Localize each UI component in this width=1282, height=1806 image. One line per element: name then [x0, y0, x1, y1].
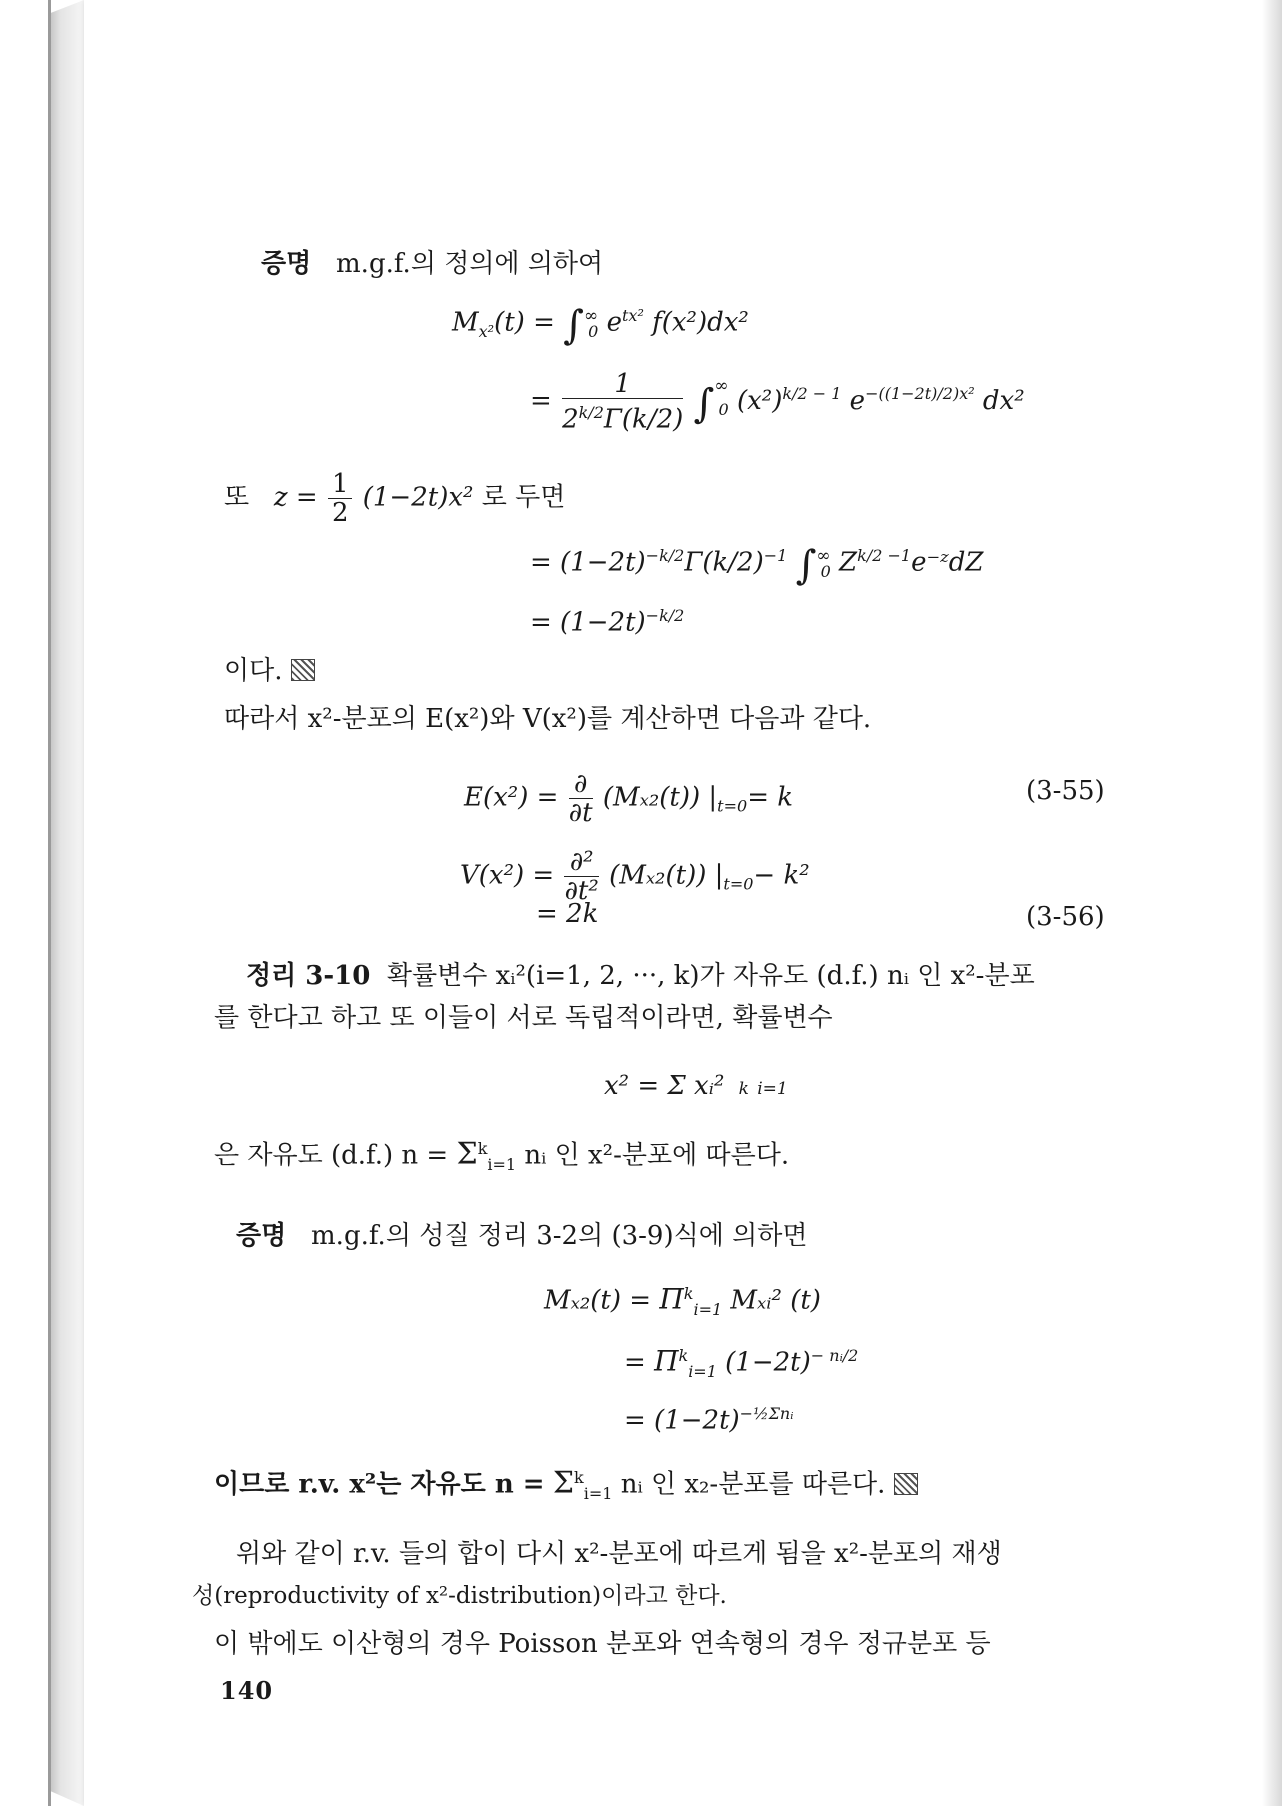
book-page — [84, 0, 1262, 1806]
variance-result: = 2k — [536, 899, 599, 929]
mgf-equation-3: = $(1-2t)^{-k/2}\Gamma(k/2)^{-1}$ $\int^\infty_0$ $Z^{k/2 -1}e^-ᶻdZ$ — [530, 542, 984, 589]
paragraph-1-line-1: 위와 같이 r.v. 들의 합이 다시 x²-분포에 따르게 됨을 x²-분포의 재생 — [236, 1539, 1002, 1569]
equation-number-3-56: (3-56) — [1026, 902, 1105, 932]
variance-equation: V(x²) = $\frac{\text{∂²}}{\text{∂t²}}$ (Mₓ₂(t)) $|_{t=0}- k^2$ — [460, 847, 810, 906]
mgf-equation-1: $M_{x^2}(t) = \int^\infty_0$ $e^{tx^2}$ f(x²)dx² — [452, 302, 749, 349]
qed-box-icon — [291, 659, 315, 681]
conclusion-line: 이므로 r.v. x²는 자유도 $n = \Sigma^k_{i=1}$ nᵢ 인 x₂-분포를 따른다. — [214, 1462, 918, 1510]
product-equation-3: = $(1-2t)^{-\frac{1}{2}\Sigma nᵢ}$ — [624, 1404, 794, 1436]
theorem-line-3: 은 자유도 (d.f.) $n = \Sigma^k_{i=1}$ nᵢ 인 x²-분포에 따른다. — [214, 1136, 790, 1174]
mgf-equation-2: = $\frac{1}{2^{k/2}\Gamma(k/2)}$ $\int^\infty_0$ $(x^2)^{k/2 - 1}$ $e^{-((1-2t)/2)x^2}$ dx² — [530, 369, 1025, 435]
proof-end-line: 이다. — [224, 655, 315, 687]
proof-intro: m.g.f.의 정의에 의하여 — [336, 249, 604, 279]
proof-label: 증명 m.g.f.의 정의에 의하여 — [261, 249, 604, 279]
product-equation-2: = $\Pi^k_{i=1}$ $(1-2t)^{- nᵢ/2}$ — [624, 1344, 859, 1381]
follow-text: 따라서 x²-분포의 E(x²)와 V(x²)를 계산하면 다음과 같다. — [224, 704, 872, 734]
product-equation-1: $M_{x2}(t) = \Pi^k_{i=1}$ Mₓᵢ² (t) — [544, 1282, 821, 1319]
page-right-edge — [1262, 0, 1282, 1806]
book-spine — [48, 0, 84, 1806]
expectation-equation: E(x²) = $\frac{\partial}{\partial t}$ (Mₓ₂(t)) $|_{t=0}= k$ — [464, 769, 793, 828]
qed-box-icon — [894, 1473, 918, 1495]
theorem-line-2: 를 한다고 하고 또 이들이 서로 독립적이라면, 확률변수 — [214, 1003, 833, 1033]
proof-2-intro: m.g.f.의 성질 정리 3-2의 (3-9)식에 의하면 — [311, 1221, 808, 1251]
paragraph-1-line-2: 성(reproductivity of x²-distribution)이라고 한다. — [192, 1583, 727, 1609]
mgf-equation-4: = $(1-2t)^{-k/2}$ — [530, 606, 685, 638]
paragraph-2-line-1: 이 밖에도 이산형의 경우 Poisson 분포와 연속형의 경우 정규분포 등 — [214, 1629, 991, 1659]
substitution-line: 또 z = $\frac{1}{2}$ (1−2t)x² 로 두면 — [224, 469, 566, 528]
equation-number-3-55: (3-55) — [1026, 776, 1105, 806]
equation-fraction: $\frac{1}{2^{k/2}\Gamma(k/2)}$ — [562, 369, 684, 435]
page-number: 140 — [220, 1676, 274, 1705]
theorem-line-1: 정리 3-10 확률변수 xᵢ²(i=1, 2, ···, k)가 자유도 (d.f.) nᵢ 인 x²-분포 — [246, 961, 1035, 991]
book-edge — [48, 0, 51, 1806]
proof-2-label: 증명 m.g.f.의 성질 정리 3-2의 (3-9)식에 의하면 — [236, 1221, 808, 1251]
sum-equation: x² = Σ xᵢ² k i=1 — [604, 1071, 788, 1101]
